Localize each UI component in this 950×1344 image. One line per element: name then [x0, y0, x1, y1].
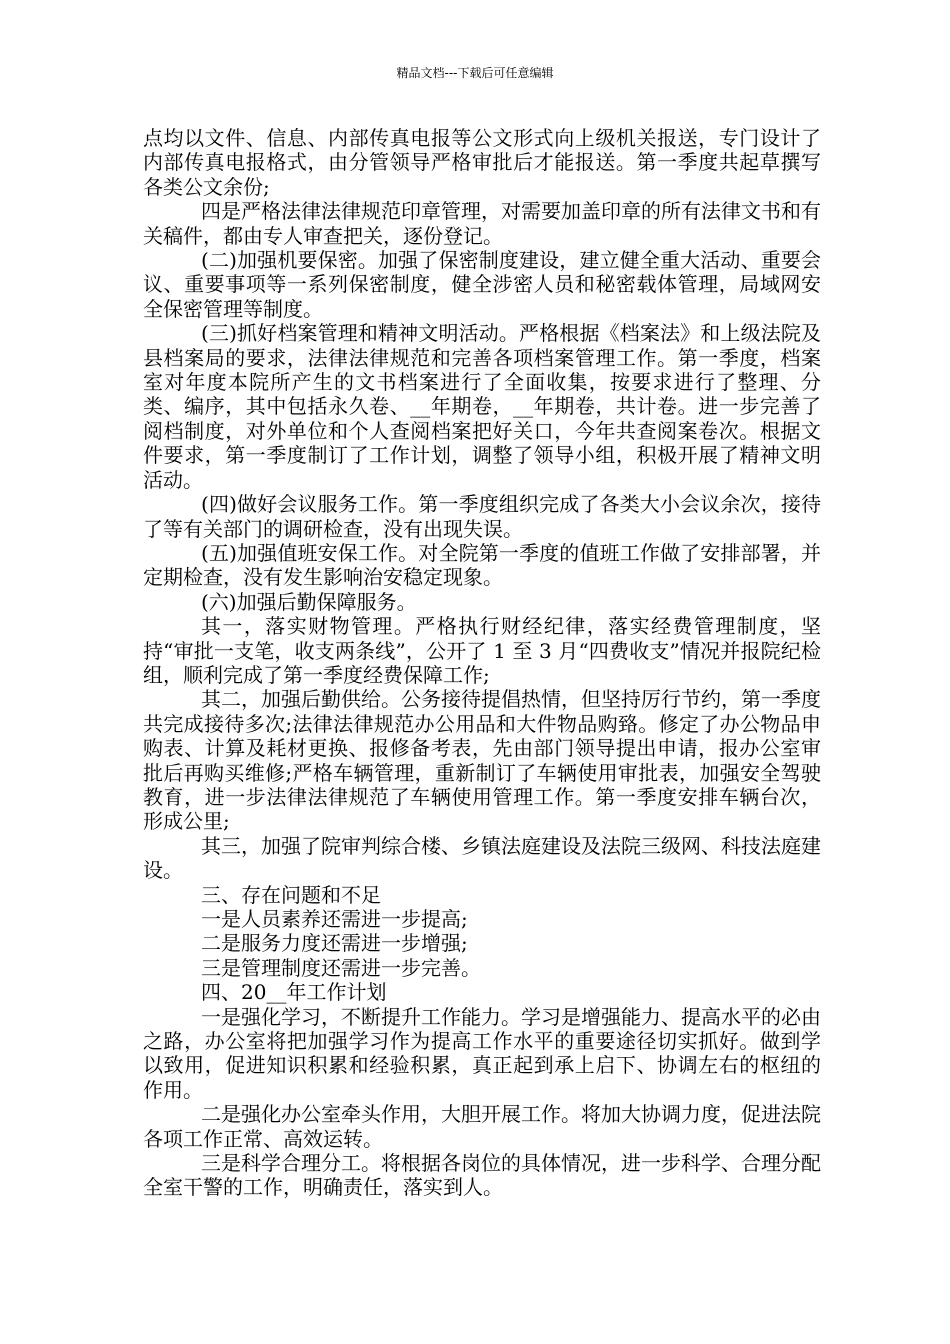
paragraph-17: 三是科学合理分工。将根据各岗位的具体情况，进一步科学、合理分配全室干警的工作，明确责任，落实到人。 — [143, 1151, 821, 1200]
paragraph-1: 四是严格法律法律规范印章管理，对需要加盖印章的所有法律文书和有关稿件，都由专人审查把关，逐份登记。 — [143, 199, 821, 248]
paragraph-6: (六)加强后勤保障服务。 — [201, 589, 417, 614]
paragraph-16: 二是强化办公室牵头作用，大胆开展工作。将加大协调力度，促进法院各项工作正常、高效运转。 — [143, 1102, 821, 1151]
paragraph-3: (三)抓好档案管理和精神文明活动。严格根据《档案法》和上级法院及县档案局的要求，法律法律规范和完善各项档案管理工作。第一季度，档案室对年度本院所产生的文书档案进行了全面收集，按要求进行了整理、分类、编序，其中包括永久卷、__年期卷，__年期卷，共计卷。进一步完善了阅档制度，对外单位和个人查阅档案把好关口，今年共查阅案卷次。根据文件要求，第一季度制订了工作计划，调整了领导小组，积极开展了精神文明活动。 — [143, 321, 821, 492]
paragraph-12: 二是服务力度还需进一步增强; — [201, 931, 468, 956]
paragraph-7: 其一，落实财物管理。严格执行财经纪律，落实经费管理制度，坚持“审批一支笔，收支两条线”，公开了 1 至 3 月“四费收支”情况并报院纪检组，顺利完成了第一季度经费保障工作; — [143, 614, 821, 687]
paragraph-15: 一是强化学习，不断提升工作能力。学习是增强能力、提高水平的必由之路，办公室将把加强学习作为提高工作水平的重要途径切实抓好。做到学以致用，促进知识积累和经验积累，真正起到承上启下、协调左右的枢纽的作用。 — [143, 1004, 821, 1102]
paragraph-4: (四)做好会议服务工作。第一季度组织完成了各类大小会议余次，接待了等有关部门的调研检查，没有出现失误。 — [143, 492, 821, 541]
document-body — [143, 126, 821, 1200]
section-heading-problems: 三、存在问题和不足 — [201, 882, 381, 907]
page-header: 精品文档---下载后可任意编辑 — [396, 66, 554, 80]
paragraph-11: 一是人员素养还需进一步提高; — [201, 907, 468, 931]
paragraph-9: 其三，加强了院审判综合楼、乡镇法庭建设及法院三级网、科技法庭建设。 — [143, 833, 821, 883]
section-heading-plan: 四、20__年工作计划 — [201, 980, 387, 1005]
paragraph-13: 三是管理制度还需进一步完善。 — [201, 955, 481, 980]
paragraph-0: 点均以文件、信息、内部传真电报等公文形式向上级机关报送，专门设计了内部传真电报格式，由分管领导严格审批后才能报送。第一季度共起草撰写各类公文余份; — [143, 126, 821, 199]
paragraph-5: (五)加强值班安保工作。对全院第一季度的值班工作做了安排部署，并定期检查，没有发生影响治安稳定现象。 — [143, 540, 821, 590]
paragraph-2: (二)加强机要保密。加强了保密制度建设，建立健全重大活动、重要会议、重要事项等一系列保密制度，健全涉密人员和秘密载体管理，局域网安全保密管理等制度。 — [143, 248, 821, 321]
paragraph-8: 其二，加强后勤供给。公务接待提倡热情，但坚持厉行节约，第一季度共完成接待多次;法律法律规范办公用品和大件物品购臵。修定了办公物品申购表、计算及耗材更换、报修备考表，先由部门领导提出申请，报办公室审批后再购买维修;严格车辆管理，重新制订了车辆使用审批表，加强安全驾驶教育，进一步法律法律规范了车辆使用管理工作。第一季度安排车辆台次，形成公里; — [143, 687, 821, 834]
